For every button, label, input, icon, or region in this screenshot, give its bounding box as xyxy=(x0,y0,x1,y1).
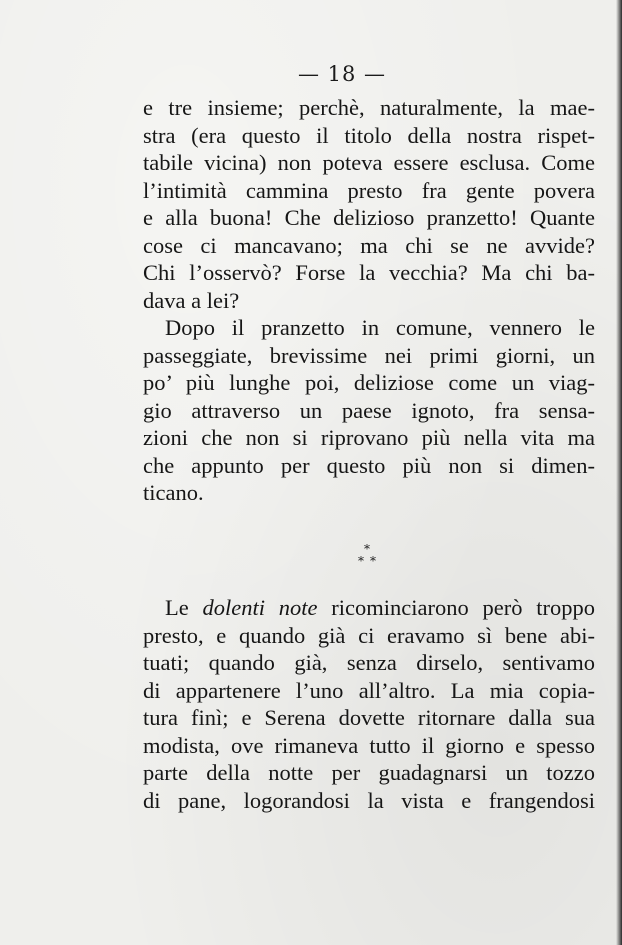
text-line: cose ci mancavano; ma chi se ne avvide? xyxy=(143,232,595,258)
text-line: po’ più lunghe poi, deliziose come un viag- xyxy=(143,370,595,395)
text-line: presto, e quando già ci eravamo sì bene abi- xyxy=(143,622,595,648)
text-line xyxy=(143,594,595,622)
italic-phrase: dolenti note xyxy=(202,595,318,620)
text-line: passeggiate, brevissime nei primi giorni, un xyxy=(143,342,595,368)
text-line: l’intimità cammina presto fra gente povera xyxy=(143,177,595,203)
page-edge-shadow xyxy=(616,0,622,945)
page-number: — 18 — xyxy=(297,62,387,86)
asterism-separator xyxy=(355,543,385,573)
paragraph-1 xyxy=(143,94,595,314)
text-line: e tre insieme; perchè, naturalmente, la mae- xyxy=(143,95,595,120)
asterisk: * xyxy=(370,554,376,568)
paragraph-2 xyxy=(143,314,595,507)
text-line: tuati; quando già, senza dirselo, sentivamo xyxy=(143,650,595,675)
text-line: stra (era questo il titolo della nostra rispet- xyxy=(143,122,595,148)
text-line: modista, ove rimaneva tutto il giorno e spesso xyxy=(143,732,595,758)
text-line: che appunto per questo più non si dimen- xyxy=(143,452,595,478)
text-run: ricominciarono però troppo xyxy=(317,595,595,620)
asterisk: * xyxy=(364,542,370,556)
text-run: Le xyxy=(165,595,203,620)
text-line: zioni che non si riprovano più nella vita ma xyxy=(143,425,595,450)
paragraph-3 xyxy=(143,594,595,814)
text-line: e alla buona! Che delizioso pranzetto! Quante xyxy=(143,205,595,230)
text-line: Dopo il pranzetto in comune, vennero le xyxy=(165,315,595,340)
text-line: di appartenere l’uno all’altro. La mia copia- xyxy=(143,677,595,703)
text-line: gio attraverso un paese ignoto, fra sensa- xyxy=(143,397,595,423)
text-line: Chi l’osservò? Forse la vecchia? Ma chi ba- xyxy=(143,260,595,285)
text-line: tura finì; e Serena dovette ritornare dalla sua xyxy=(143,705,595,730)
text-line: tabile vicina) non poteva essere esclusa. Come xyxy=(143,150,595,175)
text-line: di pane, logorandosi la vista e frangendosi xyxy=(143,787,595,813)
text-line: ticano. xyxy=(143,480,204,505)
text-line: dava a lei? xyxy=(143,287,240,313)
text-line: parte della notte per guadagnarsi un tozzo xyxy=(143,760,595,785)
asterisk: * xyxy=(358,554,364,568)
